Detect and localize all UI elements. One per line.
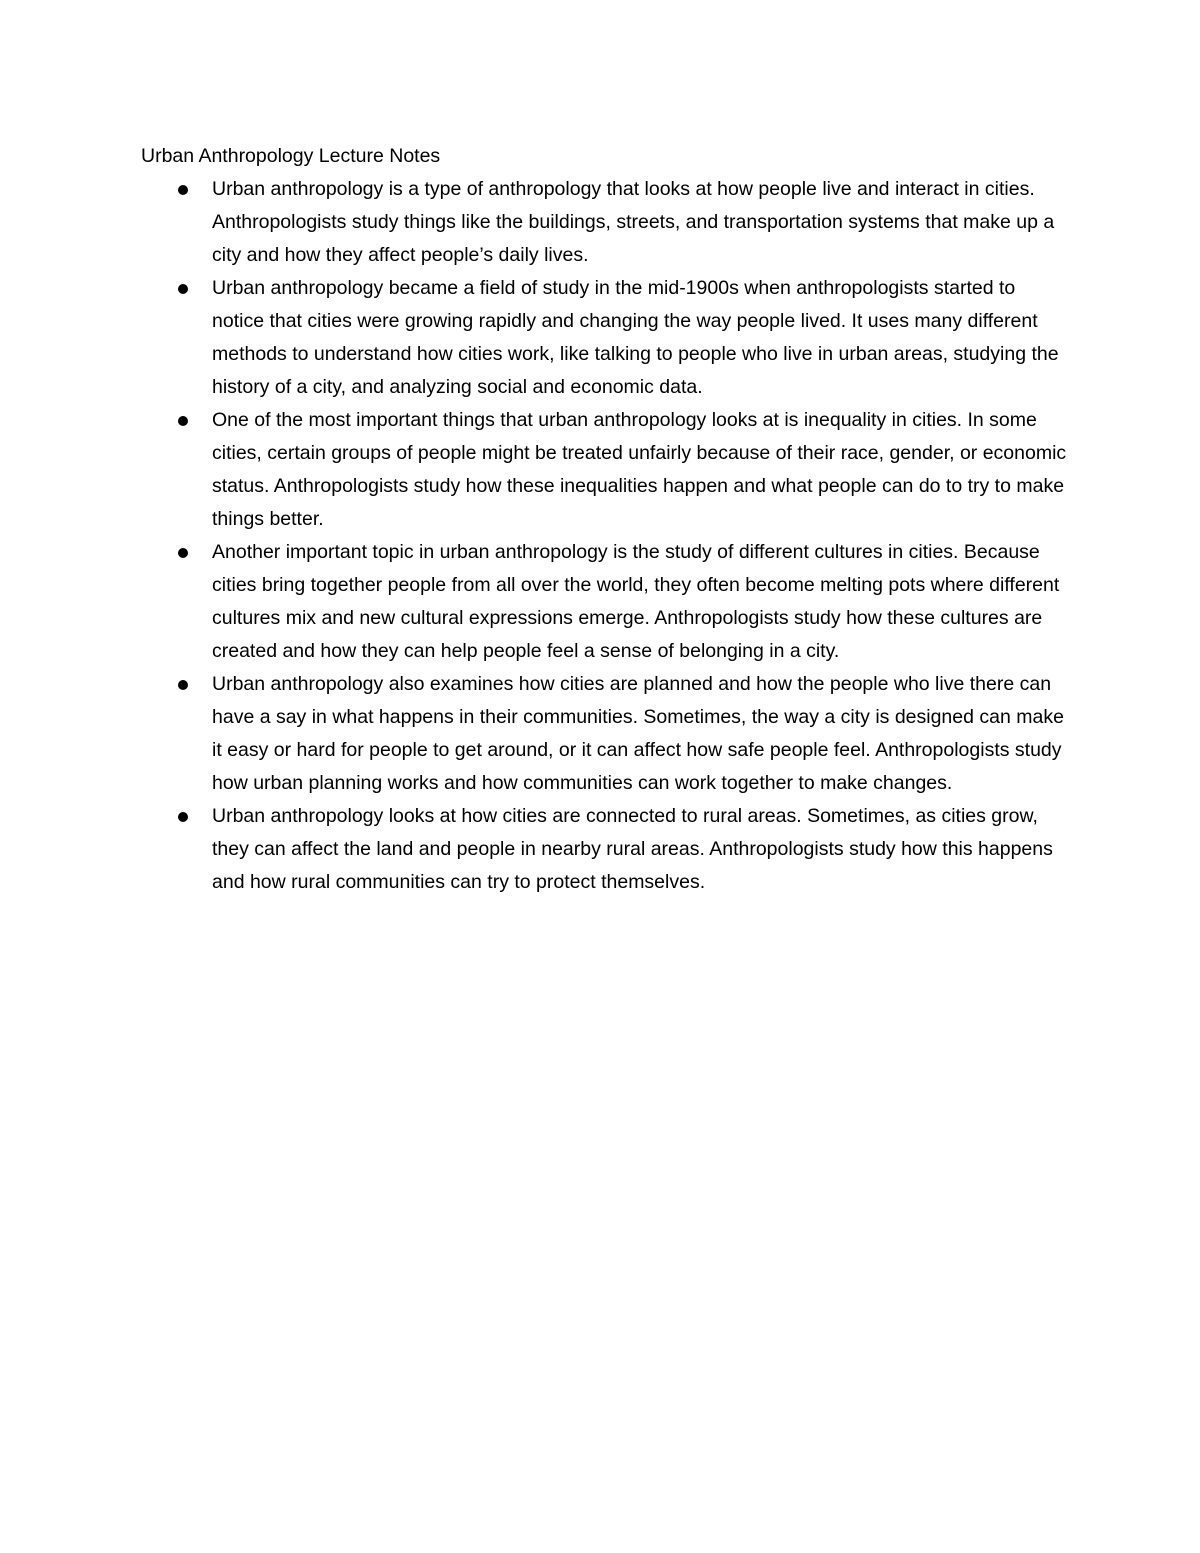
bullet-icon xyxy=(178,185,188,195)
note-text: Urban anthropology became a field of study in the mid-1900s when anthropologists started to notice that cities were growing rapidly and changing the way people lived. It uses many different methods to understand how cities work, like talking to people who live in urban areas, studying the history of a city, and analyzing social and economic data. xyxy=(212,277,1059,398)
note-text: One of the most important things that urban anthropology looks at is inequality in cities. In some cities, certain groups of people might be treated unfairly because of their race, gender, or economic status. Anthropologists study how these inequalities happen and what people can do to try to make things better. xyxy=(212,409,1067,530)
note-text: Urban anthropology also examines how cities are planned and how the people who live there can have a say in what happens in their communities. Sometimes, the way a city is designed can make it easy or hard for people to get around, or it can affect how safe people feel. Anthropologists study how urban planning works and how communities can work together to make changes. xyxy=(212,673,1064,794)
bullet-icon xyxy=(178,416,188,426)
note-text: Another important topic in urban anthropology is the study of different cultures in cities. Because cities bring together people from all over the world, they often become melting pots where different cultures mix and new cultural expressions emerge. Anthropologists study how these cultures are created and how they can help people feel a sense of belonging in a city. xyxy=(212,541,1060,662)
note-item xyxy=(141,800,1071,899)
note-item xyxy=(141,404,1071,536)
bullet-icon xyxy=(178,284,188,294)
bullet-icon xyxy=(178,680,188,690)
note-item xyxy=(141,536,1071,668)
document-title: Urban Anthropology Lecture Notes xyxy=(141,145,441,167)
notes-list xyxy=(141,173,1071,899)
note-text: Urban anthropology is a type of anthropology that looks at how people live and interact in cities. Anthropologists study things like the buildings, streets, and transportation systems that make up a city and how they affect people’s daily lives. xyxy=(212,178,1055,266)
document-body xyxy=(141,140,1071,899)
note-text: Urban anthropology looks at how cities are connected to rural areas. Sometimes, as cities grow, they can affect the land and people in nearby rural areas. Anthropologists study how this happens and how rural communities can try to protect themselves. xyxy=(212,805,1053,893)
note-item xyxy=(141,272,1071,404)
note-item xyxy=(141,668,1071,800)
bullet-icon xyxy=(178,548,188,558)
note-item xyxy=(141,173,1071,272)
bullet-icon xyxy=(178,812,188,822)
